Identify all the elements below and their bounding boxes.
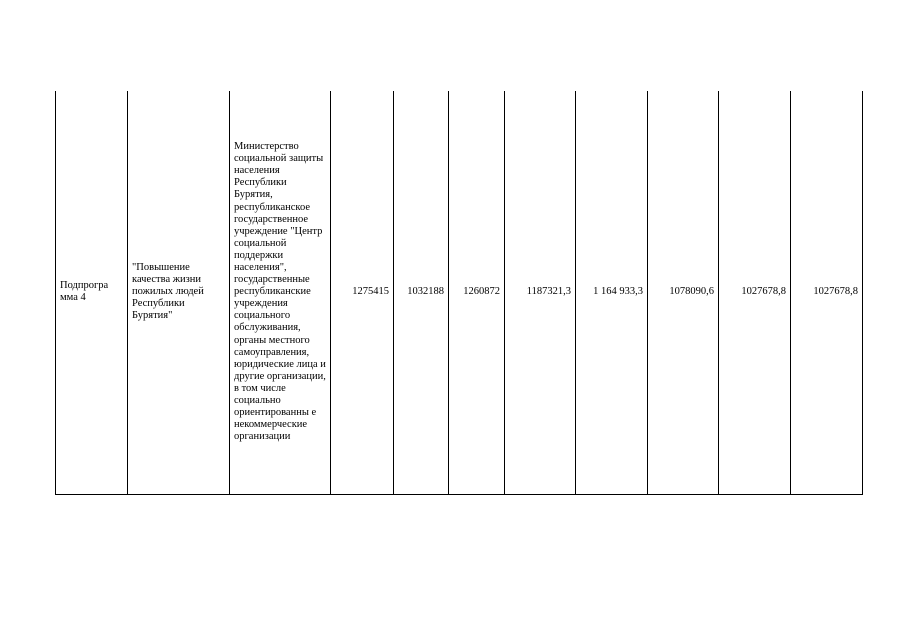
value-cell-6: 1078090,6: [648, 91, 719, 494]
value-cell-5: 1 164 933,3: [576, 91, 648, 494]
value-cell-3: 1260872: [449, 91, 505, 494]
value-cell-7: 1027678,8: [719, 91, 791, 494]
value-cell-4: 1187321,3: [505, 91, 576, 494]
value-cell-1: 1275415: [331, 91, 394, 494]
table-row: [56, 91, 863, 494]
value-cell-8: 1027678,8: [791, 91, 863, 494]
executors-cell: Министерство социальной защиты населения Республики Бурятия, республиканское государственное учреждение "Центр социальной поддержки населения", государственные республиканские учреждения социального обслуживания, органы местного самоуправления, юридические лица и другие организации, в том числе социально ориентированны е некоммерческие организации: [230, 91, 331, 494]
value-cell-2: 1032188: [394, 91, 449, 494]
subprogram-name-cell: Подпрогра мма 4: [56, 91, 128, 494]
subprogram-title-cell: "Повышение качества жизни пожилых людей Республики Бурятия": [128, 91, 230, 494]
budget-table: [55, 91, 863, 495]
